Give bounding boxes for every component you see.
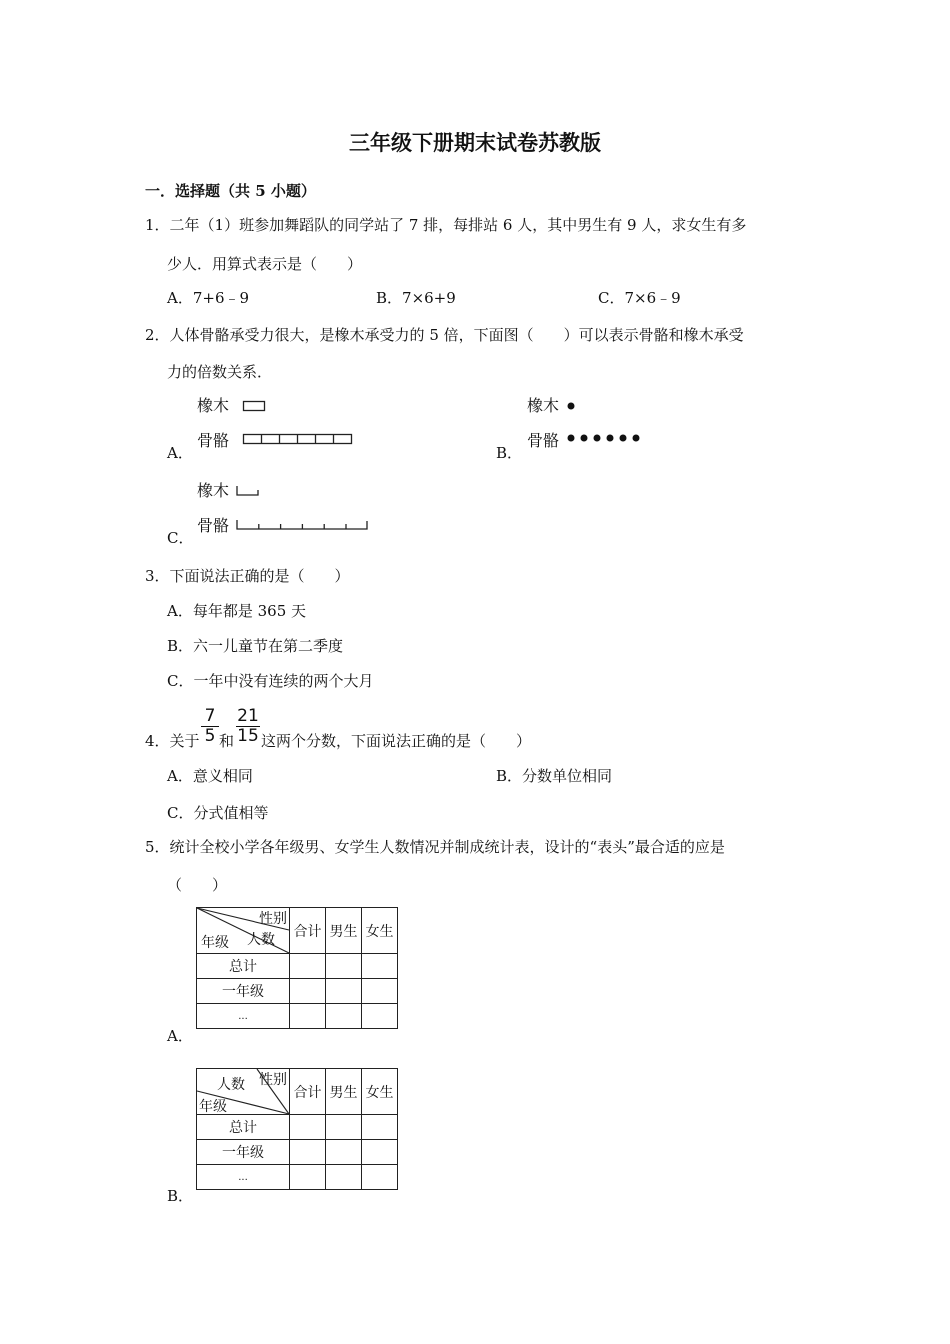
q1-option-c[interactable]: C．7×6﹣9 (598, 289, 681, 307)
q2-stem-line1: 2．人体骨骼承受力很大，是橡木承受力的 5 倍，下面图（ ）可以表示骨骼和橡木承受 (145, 326, 744, 344)
q5b-header-diagonal-cell (197, 1069, 290, 1115)
table-row (197, 979, 398, 1004)
q3-stem: 3．下面说法正确的是（ ） (145, 567, 350, 585)
q5-stem-line2: （ ） (167, 876, 228, 894)
q2b-oak-dot (566, 400, 578, 412)
q5a-table (196, 907, 398, 1029)
q2-stem-line2: 力的倍数关系． (167, 363, 273, 381)
page-title: 三年级下册期末试卷苏教版 (349, 130, 601, 155)
q5-option-a[interactable]: A． (167, 1027, 193, 1045)
q2c-oak-bracket (236, 484, 262, 498)
q4-fraction-7-5 (201, 707, 219, 746)
q5b-col-total: 合计 (290, 1069, 326, 1115)
q2c-label-bone: 骨骼 (197, 516, 230, 535)
q4-frac2-numerator: 21 (237, 706, 259, 726)
table-row (197, 1115, 398, 1140)
table-row (197, 1004, 398, 1029)
q5-option-b[interactable]: B． (167, 1187, 194, 1205)
q2a-label-bone: 骨骼 (197, 431, 230, 450)
q5b-row-grade1: 一年级 (197, 1140, 290, 1165)
q5b-hdr-count: 人数 (217, 1077, 245, 1093)
q4-option-c[interactable]: C．分式值相等 (167, 804, 269, 822)
q5a-hdr-grade: 年级 (201, 935, 229, 951)
q3-option-c[interactable]: C．一年中没有连续的两个大月 (167, 672, 374, 690)
q4-conjunction: 和 (219, 732, 235, 750)
q5a-hdr-count: 人数 (247, 932, 275, 948)
q2b-label-bone: 骨骼 (527, 431, 560, 450)
table-row (197, 954, 398, 979)
table-row (197, 1140, 398, 1165)
q2c-label-oak: 橡木 (197, 481, 230, 500)
q2-option-b[interactable]: B． (496, 444, 523, 462)
q4-frac2-denominator: 15 (237, 726, 259, 746)
q1-option-a[interactable]: A．7+6﹣9 (167, 289, 250, 307)
q5a-hdr-gender: 性别 (259, 911, 287, 927)
q2a-oak-bar (243, 400, 267, 414)
q2-option-a[interactable]: A． (167, 444, 193, 462)
q2a-label-oak: 橡木 (197, 396, 230, 415)
q5a-col-female: 女生 (362, 908, 398, 954)
q5b-row-more: ... (197, 1165, 290, 1190)
q2c-bone-bracket (236, 518, 370, 532)
q4-option-b[interactable]: B．分数单位相同 (496, 767, 613, 785)
table-row (197, 1165, 398, 1190)
q5a-header-diagonal-cell (197, 908, 290, 954)
q4-option-a[interactable]: A．意义相同 (167, 767, 253, 785)
q1-stem-line2: 少人．用算式表示是（ ） (167, 255, 363, 273)
q5a-row-grade1: 一年级 (197, 979, 290, 1004)
q5a-col-total: 合计 (290, 908, 326, 954)
q5b-col-male: 男生 (326, 1069, 362, 1115)
q3-option-b[interactable]: B．六一儿童节在第二季度 (167, 637, 344, 655)
q2b-label-oak: 橡木 (527, 396, 560, 415)
q3-option-a[interactable]: A．每年都是 365 天 (167, 602, 306, 620)
q4-frac1-numerator: 7 (201, 707, 219, 727)
section-heading: 一．选择题（共 5 小题） (145, 182, 316, 200)
q5b-hdr-gender: 性别 (259, 1072, 287, 1088)
q4-prefix: 4．关于 (145, 732, 200, 750)
q5a-row-more: ... (197, 1004, 290, 1029)
q5b-table (196, 1068, 398, 1190)
q2-option-c[interactable]: C． (167, 529, 194, 547)
q5b-hdr-grade: 年级 (199, 1099, 227, 1115)
q1-stem-line1: 1．二年（1）班参加舞蹈队的同学站了 7 排，每排站 6 人，其中男生有 9 人，求女生有多 (145, 216, 747, 234)
q5a-row-total: 总计 (197, 954, 290, 979)
q2a-bone-bar (243, 433, 355, 447)
q5a-col-male: 男生 (326, 908, 362, 954)
q4-suffix: 这两个分数，下面说法正确的是（ ） (261, 732, 532, 750)
q2b-bone-dots (566, 432, 648, 444)
q4-frac1-denominator: 5 (204, 726, 216, 746)
q1-option-b[interactable]: B．7×6+9 (376, 289, 456, 307)
q5b-col-female: 女生 (362, 1069, 398, 1115)
q5b-row-total: 总计 (197, 1115, 290, 1140)
q5-stem-line1: 5．统计全校小学各年级男、女学生人数情况并制成统计表，设计的“表头”最合适的应是 (145, 838, 725, 856)
q4-fraction-21-15 (236, 707, 260, 746)
